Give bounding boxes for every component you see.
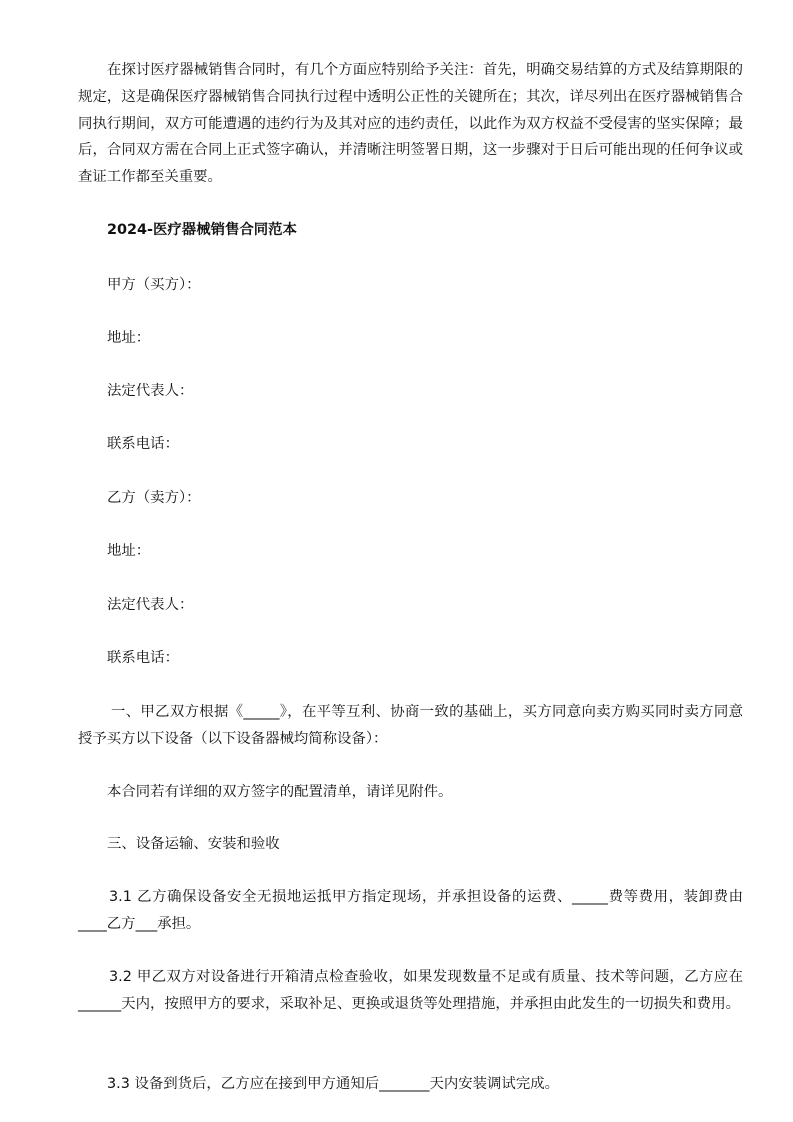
party-b-phone: 联系电话： — [107, 650, 179, 666]
clause-1: 一、甲乙双方根据《_____》，在平等互利、协商一致的基础上，买方同意向卖方购买同时卖方同意授予买方以下设备（以下设备器械均简称设备）： — [78, 704, 743, 747]
party-a-representative: 法定代表人： — [107, 383, 194, 399]
section-3-heading: 三、设备运输、安装和验收 — [107, 836, 280, 852]
party-a-phone: 联系电话： — [107, 436, 179, 452]
party-b-label: 乙方（卖方）： — [107, 490, 201, 506]
party-b-representative: 法定代表人： — [107, 597, 194, 613]
party-a-address: 地址： — [107, 330, 151, 346]
contract-title: 2024-医疗器械销售合同范本 — [107, 222, 297, 238]
clause-3-3: 3.3 设备到货后，乙方应在接到甲方通知后_______天内安装调试完成。 — [107, 1076, 559, 1092]
clause-3-2: 3.2 甲乙双方对设备进行开箱清点检查验收，如果发现数量不足或有质量、技术等问题，乙方应在______天内，按照甲方的要求，采取补足、更换或退货等处理措施，并承担由此发生的一切损失和费用。 — [78, 969, 743, 1012]
intro-paragraph: 在探讨医疗器械销售合同时，有几个方面应特别给予关注：首先，明确交易结算的方式及结算期限的规定，这是确保医疗器械销售合同执行过程中透明公正性的关键所在；其次，详尽列出在医疗器械销售合同执行期间，双方可能遭遇的违约行为及其对应的违约责任，以此作为双方权益不受侵害的坚实保障；最后，合同双方需在合同上正式签字确认，并清晰注明签署日期，这一步骤对于日后可能出现的任何争议或查证工作都至关重要。 — [78, 62, 743, 186]
config-note: 本合同若有详细的双方签字的配置清单，请详见附件。 — [107, 784, 453, 800]
party-b-address: 地址： — [107, 543, 151, 559]
party-a-label: 甲方（买方）： — [107, 277, 201, 293]
clause-3-1: 3.1 乙方确保设备安全无损地运抵甲方指定现场，并承担设备的运费、_____费等费用，装卸费由____乙方___承担。 — [78, 889, 743, 932]
